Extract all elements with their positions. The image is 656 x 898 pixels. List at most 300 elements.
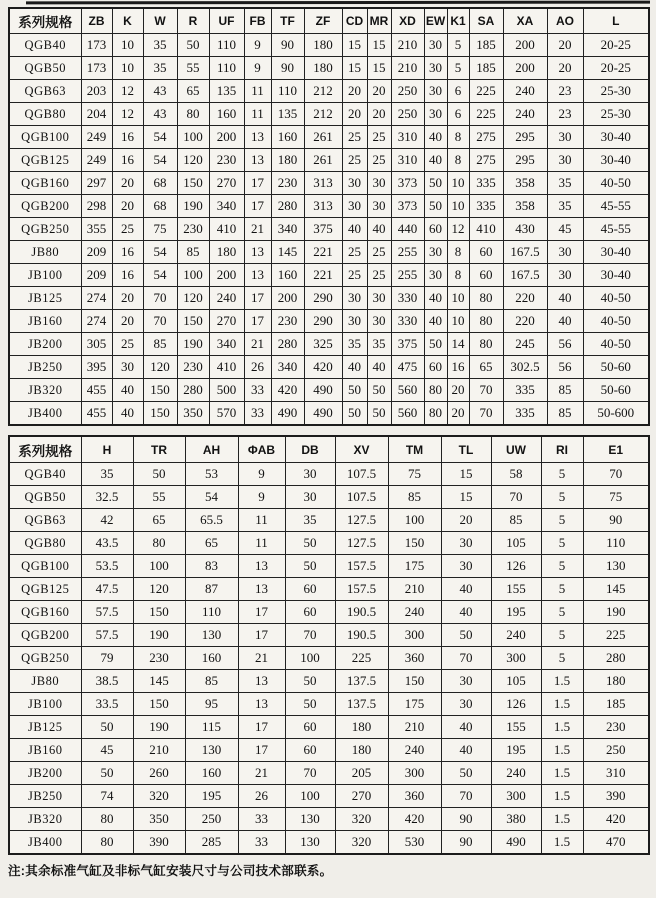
dimension-value: 60 — [469, 264, 503, 287]
dimension-value: 13 — [244, 264, 271, 287]
dimension-value: 440 — [391, 218, 424, 241]
dimension-value: 410 — [209, 218, 244, 241]
dimension-value: 110 — [209, 34, 244, 57]
dimension-value: 375 — [391, 333, 424, 356]
dimension-value: 137.5 — [335, 693, 388, 716]
dimension-value: 230 — [209, 149, 244, 172]
dimension-value: 25 — [112, 218, 143, 241]
series-label: JB250 — [9, 356, 81, 379]
series-column-header: 系列规格 — [9, 436, 81, 463]
dimension-value: 150 — [143, 402, 177, 426]
dimension-value: 17 — [244, 287, 271, 310]
dimension-value: 13 — [244, 126, 271, 149]
dimension-value: 490 — [271, 402, 304, 426]
dimension-value: 80 — [424, 379, 447, 402]
dimension-value: 21 — [244, 333, 271, 356]
dimension-value: 180 — [304, 57, 342, 80]
dimension-value: 280 — [271, 333, 304, 356]
dimension-value: 30 — [342, 310, 367, 333]
dimension-value: 25-30 — [583, 80, 649, 103]
dimension-value: 85 — [547, 379, 583, 402]
table-2-wrapper — [8, 435, 648, 855]
series-label: QGB80 — [9, 103, 81, 126]
dimension-value: 100 — [285, 785, 335, 808]
dimension-value: 10 — [447, 195, 469, 218]
dimension-value: 230 — [177, 356, 209, 379]
dimension-value: 500 — [209, 379, 244, 402]
dimension-value: 17 — [238, 739, 285, 762]
dimension-value: 80 — [424, 402, 447, 426]
dimension-value: 358 — [503, 172, 547, 195]
dimension-value: 100 — [388, 509, 441, 532]
dimension-value: 40 — [424, 287, 447, 310]
dimension-value: 50 — [81, 762, 133, 785]
dimension-value: 167.5 — [503, 241, 547, 264]
dimension-value: 30 — [342, 172, 367, 195]
dimension-value: 20-25 — [583, 34, 649, 57]
dimension-value: 10 — [112, 34, 143, 57]
dimension-value: 20 — [342, 80, 367, 103]
dimension-value: 25 — [342, 241, 367, 264]
table-row — [9, 601, 649, 624]
dimension-value: 40 — [441, 739, 491, 762]
dimension-value: 100 — [177, 126, 209, 149]
dimension-value: 261 — [304, 126, 342, 149]
dimension-value: 30-40 — [583, 241, 649, 264]
dimension-value: 50 — [424, 172, 447, 195]
dimension-value: 30 — [547, 264, 583, 287]
dimension-value: 200 — [209, 126, 244, 149]
dimension-value: 90 — [271, 57, 304, 80]
dimension-value: 70 — [469, 379, 503, 402]
dimension-value: 137.5 — [335, 670, 388, 693]
dimension-value: 12 — [447, 218, 469, 241]
table-row — [9, 34, 649, 57]
dimension-value: 305 — [81, 333, 112, 356]
dimension-value: 16 — [112, 241, 143, 264]
dimension-value: 310 — [391, 149, 424, 172]
dimension-value: 50 — [285, 693, 335, 716]
dimension-value: 5 — [541, 509, 583, 532]
dimension-value: 180 — [304, 34, 342, 57]
dimension-value: 40 — [547, 287, 583, 310]
dimension-value: 56 — [547, 333, 583, 356]
dimension-value: 1.5 — [541, 739, 583, 762]
dimension-value: 210 — [391, 57, 424, 80]
dimension-value: 21 — [238, 762, 285, 785]
dimension-value: 195 — [491, 739, 541, 762]
dimension-value: 130 — [285, 831, 335, 855]
dimension-value: 225 — [583, 624, 649, 647]
dimension-value: 20 — [367, 103, 391, 126]
dimension-value: 295 — [503, 149, 547, 172]
dimension-value: 80 — [133, 532, 185, 555]
dimension-value: 21 — [244, 218, 271, 241]
table-row — [9, 103, 649, 126]
dimension-value: 110 — [271, 80, 304, 103]
column-header: FB — [244, 8, 271, 34]
dimension-value: 275 — [469, 126, 503, 149]
dimension-value: 80 — [469, 287, 503, 310]
dimension-value: 280 — [583, 647, 649, 670]
dimension-value: 173 — [81, 34, 112, 57]
dimension-value: 5 — [541, 624, 583, 647]
dimension-value: 150 — [177, 172, 209, 195]
dimension-value: 160 — [185, 762, 238, 785]
scan-artifact-top-edge — [26, 1, 650, 5]
column-header: CD — [342, 8, 367, 34]
dimension-value: 560 — [391, 379, 424, 402]
dimension-value: 490 — [491, 831, 541, 855]
dimension-value: 107.5 — [335, 463, 388, 486]
dimension-value: 8 — [447, 149, 469, 172]
table-row — [9, 333, 649, 356]
dimension-value: 50-60 — [583, 356, 649, 379]
dimension-value: 13 — [238, 555, 285, 578]
dimension-value: 105 — [491, 532, 541, 555]
dimension-value: 130 — [185, 739, 238, 762]
column-header: W — [143, 8, 177, 34]
column-header: XA — [503, 8, 547, 34]
column-header: R — [177, 8, 209, 34]
dimension-value: 135 — [271, 103, 304, 126]
dimension-value: 11 — [238, 532, 285, 555]
dimension-value: 250 — [391, 80, 424, 103]
dimension-value: 10 — [447, 310, 469, 333]
dimension-value: 350 — [177, 402, 209, 426]
dimension-value: 54 — [185, 486, 238, 509]
dimension-value: 55 — [177, 57, 209, 80]
dimension-value: 20 — [547, 34, 583, 57]
column-header: ZF — [304, 8, 342, 34]
dimension-value: 204 — [81, 103, 112, 126]
dimension-value: 270 — [209, 172, 244, 195]
series-label: JB320 — [9, 808, 81, 831]
dimension-value: 110 — [209, 57, 244, 80]
dimension-value: 55 — [133, 486, 185, 509]
series-label: QGB100 — [9, 555, 81, 578]
dimension-value: 5 — [447, 57, 469, 80]
dimension-value: 57.5 — [81, 601, 133, 624]
dimension-value: 80 — [469, 310, 503, 333]
dimension-value: 17 — [244, 310, 271, 333]
table-row — [9, 785, 649, 808]
dimension-value: 210 — [391, 34, 424, 57]
series-label: JB320 — [9, 379, 81, 402]
dimension-value: 30 — [367, 310, 391, 333]
dimension-value: 13 — [244, 149, 271, 172]
dimension-value: 40-50 — [583, 287, 649, 310]
dimension-value: 83 — [185, 555, 238, 578]
dimension-value: 30-40 — [583, 264, 649, 287]
dimension-value: 20 — [447, 402, 469, 426]
dimension-value: 50 — [133, 463, 185, 486]
dimension-value: 290 — [304, 310, 342, 333]
dimension-value: 105 — [491, 670, 541, 693]
dimension-value: 8 — [447, 264, 469, 287]
dimension-value: 261 — [304, 149, 342, 172]
dimension-value: 50 — [285, 532, 335, 555]
dimension-value: 85 — [185, 670, 238, 693]
dimension-value: 35 — [143, 57, 177, 80]
dimension-value: 30 — [441, 532, 491, 555]
dimension-value: 30 — [547, 126, 583, 149]
dimension-value: 210 — [133, 739, 185, 762]
dimension-value: 240 — [491, 624, 541, 647]
dimension-value: 475 — [391, 356, 424, 379]
dimension-value: 310 — [391, 126, 424, 149]
dimension-value: 395 — [81, 356, 112, 379]
dimension-value: 150 — [388, 532, 441, 555]
column-header: H — [81, 436, 133, 463]
dimension-value: 212 — [304, 103, 342, 126]
table-row — [9, 739, 649, 762]
dimension-value: 60 — [285, 601, 335, 624]
series-label: QGB40 — [9, 463, 81, 486]
dimension-value: 20 — [367, 80, 391, 103]
series-label: JB100 — [9, 693, 81, 716]
dimension-value: 35 — [547, 172, 583, 195]
dimension-value: 249 — [81, 126, 112, 149]
dimension-value: 185 — [583, 693, 649, 716]
dimension-value: 280 — [271, 195, 304, 218]
series-label: JB250 — [9, 785, 81, 808]
dimension-value: 40 — [424, 310, 447, 333]
dimension-value: 54 — [143, 241, 177, 264]
dimension-value: 65 — [133, 509, 185, 532]
dimension-value: 30 — [424, 103, 447, 126]
dimension-value: 120 — [177, 287, 209, 310]
table-row — [9, 670, 649, 693]
table-row — [9, 402, 649, 426]
dimension-value: 50-60 — [583, 379, 649, 402]
dimension-value: 1.5 — [541, 670, 583, 693]
dimension-value: 80 — [177, 103, 209, 126]
table-row — [9, 578, 649, 601]
dimension-value: 335 — [469, 172, 503, 195]
dimension-value: 530 — [388, 831, 441, 855]
dimension-value: 420 — [583, 808, 649, 831]
dimension-value: 90 — [583, 509, 649, 532]
dimension-value: 373 — [391, 195, 424, 218]
dimension-value: 40 — [441, 578, 491, 601]
dimension-value: 17 — [244, 172, 271, 195]
dimension-value: 175 — [388, 693, 441, 716]
dimension-value: 260 — [133, 762, 185, 785]
dimension-value: 358 — [503, 195, 547, 218]
dimension-value: 160 — [209, 103, 244, 126]
dimension-value: 335 — [469, 195, 503, 218]
table-row — [9, 356, 649, 379]
dimension-value: 60 — [285, 578, 335, 601]
dimension-value: 15 — [441, 486, 491, 509]
dimension-value: 240 — [503, 80, 547, 103]
dimension-value: 190 — [583, 601, 649, 624]
series-label: QGB250 — [9, 647, 81, 670]
dimension-value: 75 — [583, 486, 649, 509]
dimension-value: 53.5 — [81, 555, 133, 578]
dimension-value: 350 — [133, 808, 185, 831]
dimension-value: 285 — [185, 831, 238, 855]
column-header: UW — [491, 436, 541, 463]
dimension-value: 120 — [143, 356, 177, 379]
dimension-value: 85 — [143, 333, 177, 356]
table-row — [9, 647, 649, 670]
dimension-value: 45 — [547, 218, 583, 241]
dimension-value: 40 — [424, 126, 447, 149]
dimension-value: 195 — [491, 601, 541, 624]
series-label: JB80 — [9, 241, 81, 264]
dimension-value: 23 — [547, 80, 583, 103]
dimension-value: 13 — [238, 670, 285, 693]
dimension-value: 50 — [441, 762, 491, 785]
series-label: QGB63 — [9, 509, 81, 532]
dimension-value: 13 — [238, 578, 285, 601]
dimension-value: 430 — [503, 218, 547, 241]
dimension-value: 470 — [583, 831, 649, 855]
dimension-value: 180 — [209, 241, 244, 264]
dimension-value: 100 — [285, 647, 335, 670]
table-row — [9, 172, 649, 195]
dimension-value: 30-40 — [583, 126, 649, 149]
dimension-value: 20 — [447, 379, 469, 402]
series-label: JB80 — [9, 670, 81, 693]
dimension-value: 80 — [81, 808, 133, 831]
dimension-value: 50 — [367, 402, 391, 426]
dimension-value: 20 — [441, 509, 491, 532]
table-row — [9, 463, 649, 486]
table-row — [9, 149, 649, 172]
dimension-value: 70 — [285, 624, 335, 647]
dimension-value: 209 — [81, 264, 112, 287]
dimension-value: 13 — [244, 241, 271, 264]
dimension-value: 30 — [441, 670, 491, 693]
table-row — [9, 831, 649, 855]
dimension-value: 40 — [547, 310, 583, 333]
dimension-value: 150 — [143, 379, 177, 402]
series-label: JB125 — [9, 287, 81, 310]
dimension-value: 35 — [342, 333, 367, 356]
dimension-value: 23 — [547, 103, 583, 126]
dimension-value: 6 — [447, 103, 469, 126]
dimension-value: 9 — [238, 463, 285, 486]
dimension-value: 5 — [447, 34, 469, 57]
table-row — [9, 287, 649, 310]
series-label: QGB50 — [9, 57, 81, 80]
dimension-value: 270 — [335, 785, 388, 808]
table-row — [9, 264, 649, 287]
dimension-value: 25 — [367, 149, 391, 172]
dimension-value: 30 — [367, 195, 391, 218]
dimension-value: 30 — [367, 172, 391, 195]
dimension-value: 35 — [547, 195, 583, 218]
dimension-value: 20 — [112, 287, 143, 310]
dimension-value: 79 — [81, 647, 133, 670]
table-row — [9, 486, 649, 509]
dimension-value: 420 — [388, 808, 441, 831]
dimension-value: 190 — [133, 624, 185, 647]
dimension-value: 40 — [367, 356, 391, 379]
dimension-value: 70 — [285, 762, 335, 785]
dimension-value: 160 — [271, 264, 304, 287]
dimension-value: 45 — [81, 739, 133, 762]
dimension-value: 230 — [271, 310, 304, 333]
dimension-value: 205 — [335, 762, 388, 785]
dimension-value: 250 — [391, 103, 424, 126]
dimension-value: 25 — [342, 264, 367, 287]
series-label: QGB100 — [9, 126, 81, 149]
dimension-value: 1.5 — [541, 808, 583, 831]
dimension-value: 209 — [81, 241, 112, 264]
dimension-value: 300 — [491, 647, 541, 670]
series-label: QGB200 — [9, 624, 81, 647]
table-row — [9, 310, 649, 333]
dimension-value: 190 — [177, 333, 209, 356]
dimension-value: 190.5 — [335, 624, 388, 647]
series-label: QGB160 — [9, 601, 81, 624]
header-row — [9, 436, 649, 463]
column-header: TF — [271, 8, 304, 34]
dimension-value: 16 — [447, 356, 469, 379]
dimension-value: 40 — [367, 218, 391, 241]
dimension-value: 221 — [304, 241, 342, 264]
dimension-value: 10 — [112, 57, 143, 80]
dimension-value: 85 — [491, 509, 541, 532]
dimension-value: 300 — [388, 762, 441, 785]
dimension-value: 90 — [271, 34, 304, 57]
dimension-value: 20-25 — [583, 57, 649, 80]
series-label: QGB125 — [9, 578, 81, 601]
dimension-value: 274 — [81, 310, 112, 333]
dimension-value: 220 — [503, 310, 547, 333]
dimension-value: 255 — [391, 264, 424, 287]
dimension-value: 212 — [304, 80, 342, 103]
dimension-value: 50 — [81, 716, 133, 739]
column-header: TR — [133, 436, 185, 463]
dimension-value: 35 — [81, 463, 133, 486]
dimension-value: 340 — [271, 218, 304, 241]
dimension-value: 17 — [238, 716, 285, 739]
dimension-value: 30-40 — [583, 149, 649, 172]
dimension-value: 127.5 — [335, 532, 388, 555]
dimension-value: 35 — [285, 509, 335, 532]
dimension-value: 17 — [238, 601, 285, 624]
dimension-value: 15 — [441, 463, 491, 486]
dimension-value: 300 — [388, 624, 441, 647]
dimension-value: 40-50 — [583, 172, 649, 195]
dimension-value: 5 — [541, 532, 583, 555]
column-header: EW — [424, 8, 447, 34]
dimension-value: 310 — [583, 762, 649, 785]
dimension-value: 70 — [469, 402, 503, 426]
dimension-value: 15 — [342, 57, 367, 80]
dimension-value: 20 — [112, 172, 143, 195]
dimension-value: 20 — [112, 195, 143, 218]
dimension-value: 313 — [304, 195, 342, 218]
dimension-value: 30 — [441, 693, 491, 716]
dimension-value: 70 — [583, 463, 649, 486]
dimension-value: 87 — [185, 578, 238, 601]
dimension-value: 30 — [547, 149, 583, 172]
dimension-value: 75 — [388, 463, 441, 486]
dimension-value: 53 — [185, 463, 238, 486]
dimension-value: 25-30 — [583, 103, 649, 126]
dimension-value: 25 — [367, 241, 391, 264]
dimension-value: 70 — [441, 785, 491, 808]
dimension-value: 80 — [81, 831, 133, 855]
series-label: JB160 — [9, 310, 81, 333]
dimension-value: 33 — [238, 831, 285, 855]
